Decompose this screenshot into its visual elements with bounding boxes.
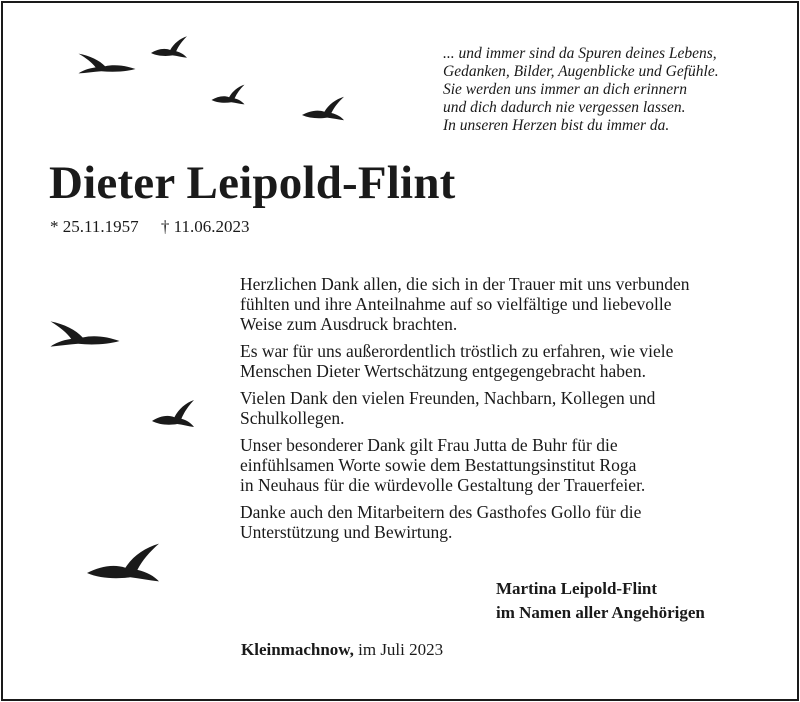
memorial-poem [443, 45, 793, 135]
poem-line: ... und immer sind da Spuren deines Lebens, [443, 45, 717, 62]
place-city: Kleinmachnow, [241, 640, 354, 659]
text-line: Danke auch den Mitarbeitern des Gasthofes Gollo für die [240, 502, 642, 522]
text-line: Weise zum Ausdruck brachten. [240, 314, 458, 334]
text-line: Herzlichen Dank allen, die sich in der Trauer mit uns verbunden [240, 274, 690, 294]
flying-bird-icon [212, 85, 245, 105]
birth-date: * 25.11.1957 [50, 217, 139, 236]
obituary-notice [1, 1, 799, 701]
text-line: Es war für uns außerordentlich tröstlich zu erfahren, wie viele [240, 341, 674, 361]
poem-line: und dich dadurch nie vergessen lassen. [443, 99, 686, 116]
flying-bird-icon [51, 321, 120, 346]
flying-bird-icon [151, 36, 187, 58]
paragraph [240, 274, 780, 334]
signature-name: Martina Leipold-Flint [496, 579, 658, 598]
flying-bird-icon [87, 544, 159, 582]
flying-bird-icon [302, 97, 344, 120]
poem-line: In unseren Herzen bist du immer da. [443, 117, 670, 134]
death-date: † 11.06.2023 [160, 217, 250, 236]
paragraph [240, 435, 780, 495]
signature-subtitle: im Namen aller Angehörigen [496, 603, 705, 622]
text-line: Unser besonderer Dank gilt Frau Jutta de Buhr für die [240, 435, 618, 455]
text-line: Menschen Dieter Wertschätzung entgegengebracht haben. [240, 361, 646, 381]
paragraph [240, 341, 780, 381]
place-date: im Juli 2023 [358, 640, 444, 659]
signature [496, 577, 705, 625]
text-line: Vielen Dank den vielen Freunden, Nachbarn, Kollegen und [240, 388, 656, 408]
deceased-name: Dieter Leipold-Flint [49, 157, 456, 209]
poem-line: Gedanken, Bilder, Augenblicke und Gefühle. [443, 63, 719, 80]
text-line: Unterstützung und Bewirtung. [240, 522, 453, 542]
flying-bird-icon [152, 400, 194, 427]
text-line: in Neuhaus für die würdevolle Gestaltung der Trauerfeier. [240, 475, 646, 495]
thank-you-text [240, 274, 780, 549]
text-line: Schulkollegen. [240, 408, 345, 428]
flying-bird-icon [79, 54, 136, 74]
paragraph [240, 502, 780, 542]
text-line: einfühlsamen Worte sowie dem Bestattungsinstitut Roga [240, 455, 637, 475]
life-dates [50, 217, 250, 237]
paragraph [240, 388, 780, 428]
place-and-date [241, 640, 443, 660]
text-line: fühlten und ihre Anteilnahme auf so vielfältige und liebevolle [240, 294, 672, 314]
poem-line: Sie werden uns immer an dich erinnern [443, 81, 687, 98]
